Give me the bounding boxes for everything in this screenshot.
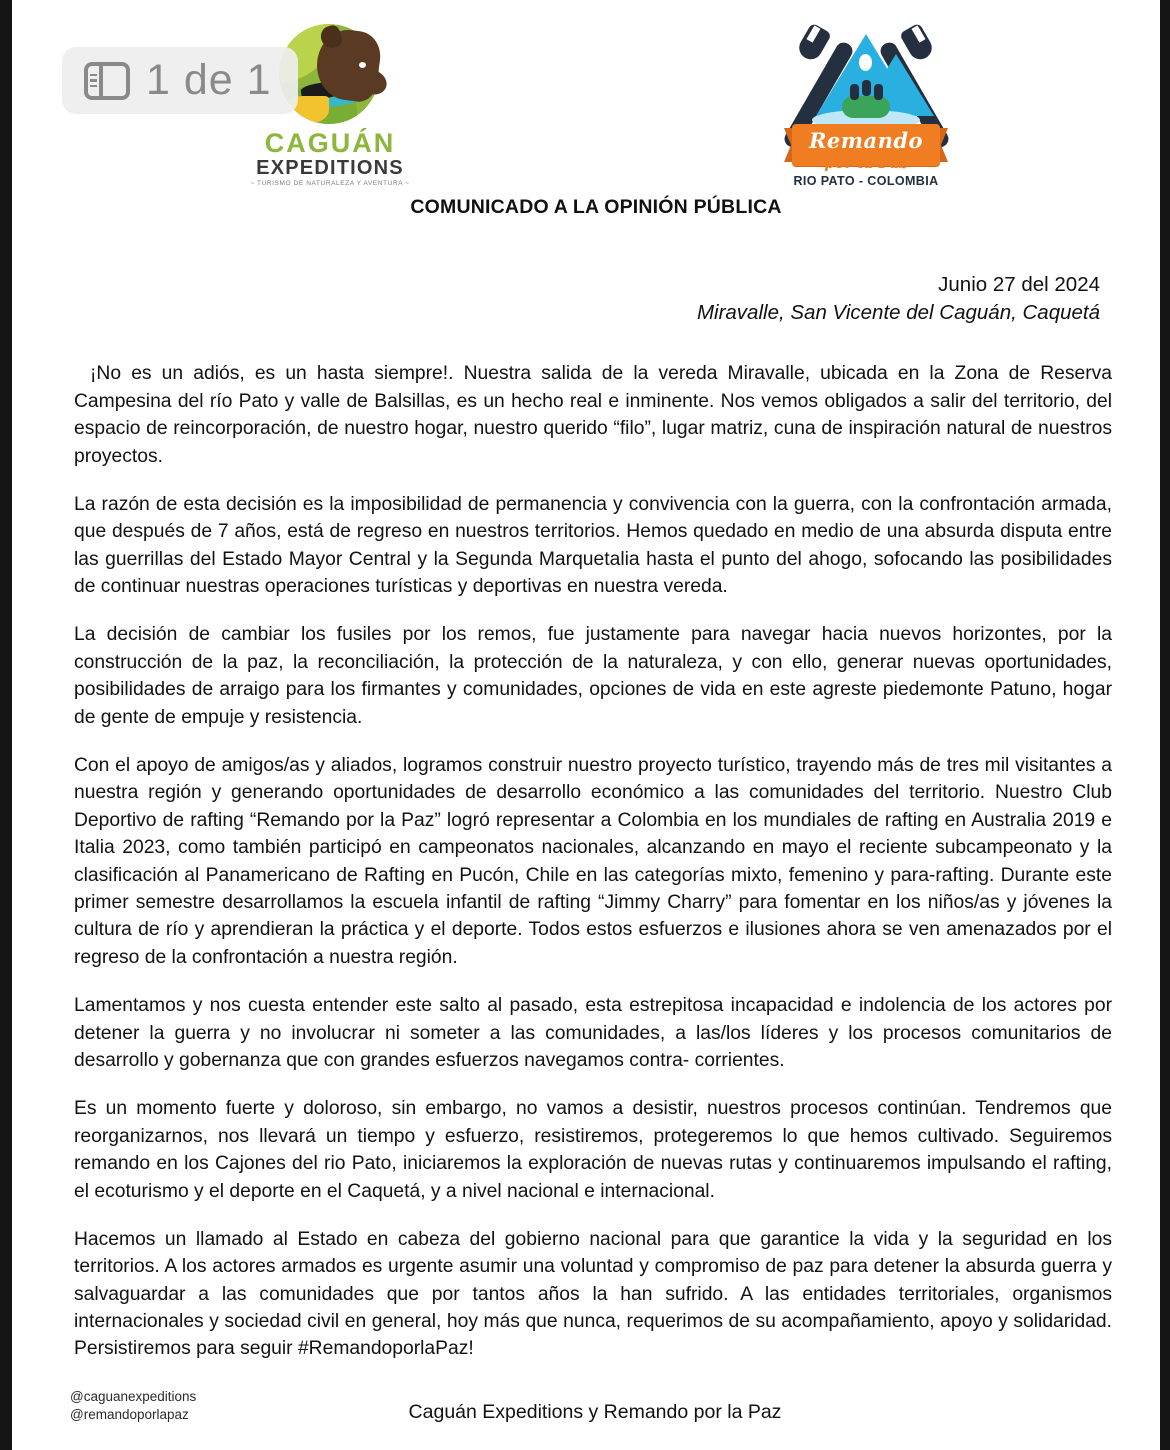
sidebar-thumbnails-icon[interactable] [84, 62, 130, 100]
raft-icon [842, 96, 890, 118]
paragraph: ¡No es un adiós, es un hasta siempre!. Nuestra salida de la vereda Miravalle, ubicada en la Zona de Reserva Campesina del río Pato y valle de Balsillas, es un hecho real e inminente. Nos vemos obligados a salir del territorio, del espacio de reincorporación, de nuestro hogar, nuestro querido “filo”, lugar matriz, cuna de inspiración natural de nuestros proyectos. [74, 363, 1112, 467]
rafter-figure-icon [874, 84, 883, 100]
document-page [12, 0, 1160, 1450]
social-handles [70, 1388, 196, 1424]
document-date: Junio 27 del 2024 [938, 273, 1100, 296]
document-body [74, 360, 1112, 1363]
caguan-wordmark [250, 130, 410, 188]
paragraph: Con el apoyo de amigos/as y aliados, logramos construir nuestro proyecto turístico, trayendo más de tres mil visitantes a nuestra región y generando oportunidades de desarrollo económico a las comunidades del territorio. Nuestro Club Deportivo de rafting “Remando por la Paz” logró representar a Colombia en los mundiales de rafting en Australia 2019 e Italia 2023, como también participó en campeonatos nacionales, alcanzando en mayo el reciente subcampeonato y la clasificación al Panamericano de Rafting en Pucón, Chile en las categorías mixto, femenino y para-rafting. Durante este primer semestre desarrollamos la escuela infantil de rafting “Jimmy Charry” para fomentar en los niños/as y jóvenes la cultura de río y aprendieran la práctica y el deporte. Todos estos esfuerzos e ilusiones ahora se ven amenazados por el regreso de la confrontación a nuestra región. [74, 755, 1112, 968]
page-indicator-badge[interactable] [62, 47, 298, 114]
page-counter-label: 1 de 1 [146, 56, 272, 104]
dateline [12, 271, 1100, 326]
signature-line: Caguán Expeditions y Remando por la Paz [408, 1400, 782, 1423]
rafter-figure-icon [850, 84, 859, 100]
document-place: Miravalle, San Vicente del Caguán, Caquetá [696, 300, 1100, 324]
remando-por-la-paz-logo [780, 16, 952, 192]
caguan-name: CAGUÁN [264, 128, 396, 158]
paragraph: Lamentamos y nos cuesta entender este salto al pasado, esta estrepitosa incapacidad e indolencia de los actores por detener la guerra y no involucrar ni someter a las comunidades, a las/los líderes y los procesos comunitarios de desarrollo y gobernanza que con grandes esfuerzos navegamos contra- corrientes. [74, 995, 1112, 1071]
paragraph: La decisión de cambiar los fusiles por los remos, fue justamente para navegar hacia nuevos horizontes, por la construcción de la paz, la reconciliación, la protección de la naturaleza, y con ello, generar nuevas oportunidades, posibilidades de arraigo para los firmantes y comunidades, opciones de vida en este agreste piedemonte Patuno, hogar de gente de empuje y resistencia. [74, 624, 1112, 728]
sun-icon [859, 54, 872, 71]
page-title: COMUNICADO A LA OPINIÓN PÚBLICA [410, 196, 782, 218]
paragraph: Hacemos un llamado al Estado en cabeza del gobierno nacional para que garantice la vida y la seguridad en los territorios. A los actores armados es urgente asumir una voluntad y compromiso de paz para detener la absurda guerra y salvaguardar a las comunidades que por tantos años la han sufrido. A las entidades territoriales, organismos internacionales y sociedad civil en general, hoy más que nunca, requerimos de su acompañamiento, apoyo y solidaridad. Persistiremos para seguir #RemandoporlaPaz! [74, 1228, 1112, 1360]
caguan-subtitle: EXPEDITIONS [256, 157, 404, 179]
remando-footer-text: RIO PATO - COLOMBIA [793, 174, 939, 188]
rafter-figure-icon [862, 80, 871, 96]
paragraph: Es un momento fuerte y doloroso, sin embargo, no vamos a desistir, nuestros procesos continúan. Tendremos que reorganizarnos, nos llevará un tiempo y esfuerzo, resistiremos, protegeremos lo que hemos cultivado. Seguiremos remando en los Cajones del rio Pato, iniciaremos la exploración de nuevas rutas y continuaremos impulsando el rafting, el ecoturismo y el deporte en el Caquetá, y a nivel nacional e internacional. [74, 1098, 1112, 1202]
remando-ribbon-line1: Remando [808, 128, 924, 153]
caguan-tagline: ~ TURISMO DE NATURALEZA Y AVENTURA ~ [250, 180, 410, 187]
remando-emblem-icon [780, 16, 952, 192]
tapir-eye-icon [359, 62, 366, 68]
handle-caguanexpeditions: @caguanexpeditions [70, 1389, 197, 1405]
handle-remandoporlapaz: @remandoporlapaz [70, 1407, 189, 1423]
remando-ribbon-line2: por la Paz [824, 154, 908, 172]
paragraph: La razón de esta decisión es la imposibilidad de permanencia y convivencia con la guerra, con la confrontación armada, que después de 7 años, está de regreso en nuestros territorios. Hemos quedado en medio de una absurda disputa entre las guerrillas del Estado Mayor Central y la Segunda Marquetalia hasta el punto del ahogo, sofocando las posibilidades de continuar nuestras operaciones turísticas y deportivas en nuestra vereda. [74, 493, 1112, 598]
